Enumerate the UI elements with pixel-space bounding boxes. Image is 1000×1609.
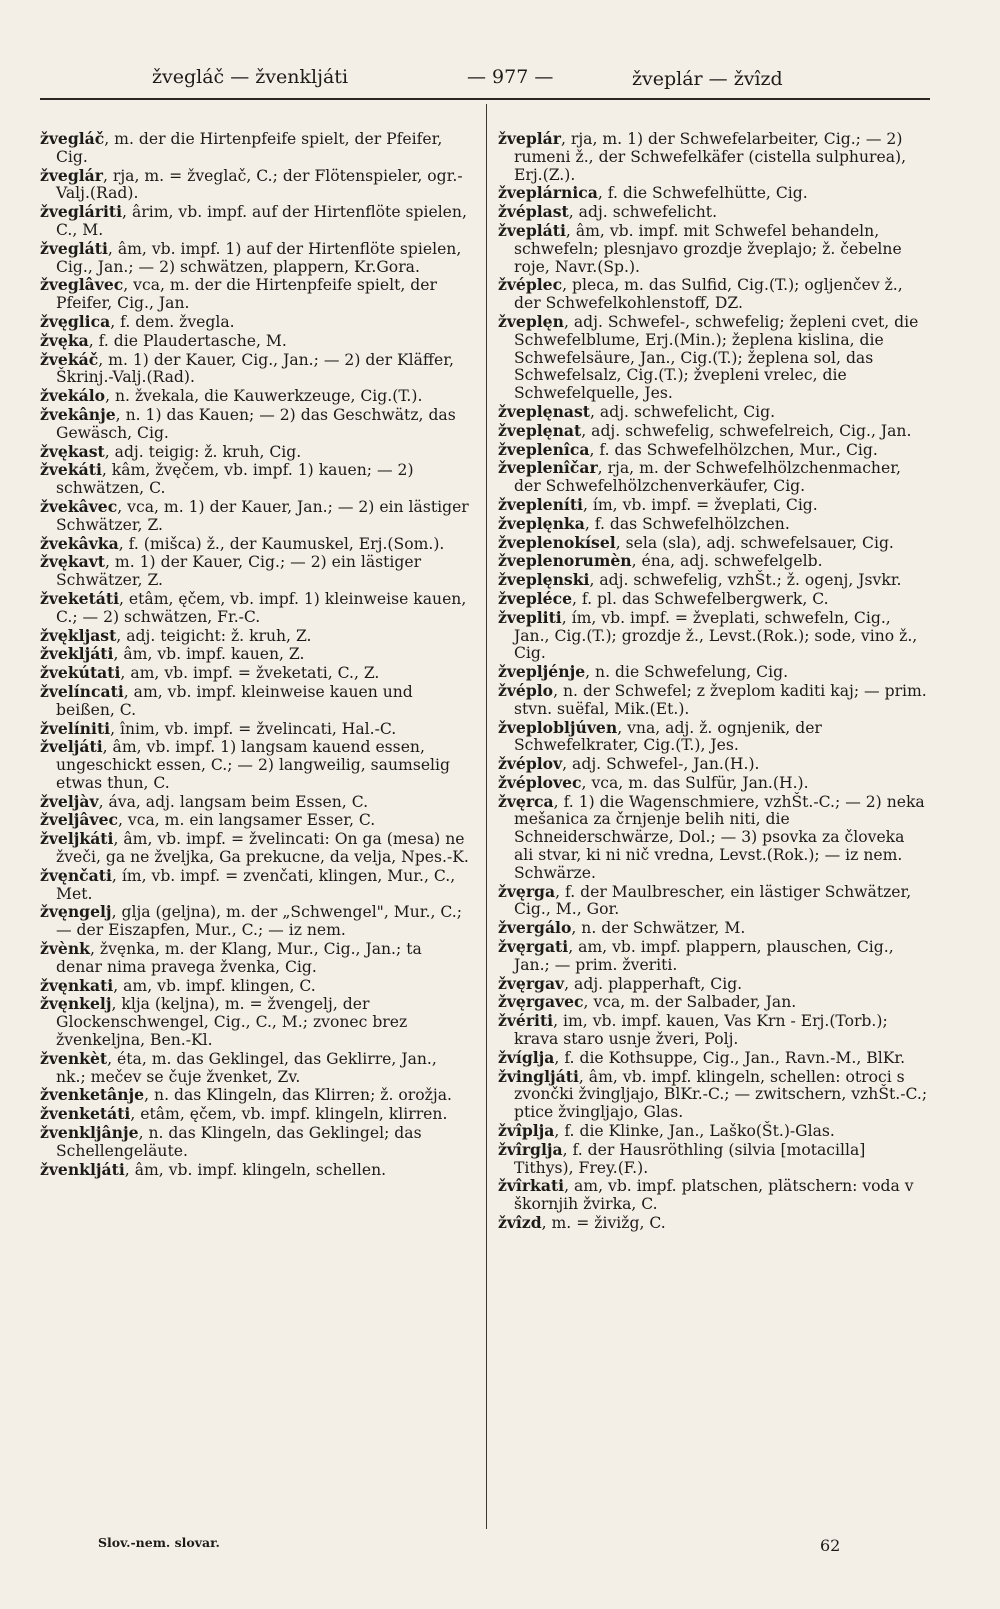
entry-headword: žvenketáti xyxy=(40,1104,131,1124)
entry-headword: žvepléce xyxy=(498,588,573,608)
entry-definition: , am, vb. impf. klingen, C. xyxy=(113,976,316,995)
dictionary-entry xyxy=(498,1214,928,1233)
entry-definition: , f. das Schwefelhölzchen. xyxy=(584,514,790,533)
entry-headword: žvęrca xyxy=(498,791,554,811)
entry-headword: žvelíncati xyxy=(40,681,124,701)
entry-definition: , kâm, žvęčem, vb. impf. 1) kauen; — 2) schwätzen, C. xyxy=(56,461,414,498)
dictionary-entry xyxy=(40,590,470,627)
dictionary-entry xyxy=(498,938,928,975)
entry-headword: žvęrgav xyxy=(498,973,565,993)
entry-definition: , f. die Klinke, Jan., Laško(Št.)-Glas. xyxy=(554,1122,835,1141)
entry-headword: žvekâvka xyxy=(40,533,119,553)
entry-headword: žvęrgavec xyxy=(498,992,584,1012)
entry-headword: žveketáti xyxy=(40,588,119,608)
dictionary-entry xyxy=(498,682,928,719)
dictionary-entry xyxy=(498,459,928,496)
entry-definition: , pleca, m. das Sulfid, Cig.(T.); ogljenčev ž., der Schwefelkohlenstoff, DZ. xyxy=(514,276,903,313)
dictionary-entry xyxy=(40,553,470,590)
dictionary-entry xyxy=(40,1161,470,1180)
entry-definition: , rja, m. der Schwefelhölzchenmacher, der Schwefelhölzchenverkäufer, Cig. xyxy=(514,459,901,496)
dictionary-entry xyxy=(498,919,928,938)
entry-headword: žvéplast xyxy=(498,202,569,222)
entry-definition: , adj. schwefelig, schwefelreich, Cig., Jan. xyxy=(581,421,912,440)
dictionary-entry xyxy=(498,719,928,756)
dictionary-entry xyxy=(40,995,470,1049)
entry-headword: žveplárnica xyxy=(498,183,598,203)
dictionary-entry xyxy=(498,515,928,534)
dictionary-entry xyxy=(498,975,928,994)
entry-headword: žvęka xyxy=(40,330,89,350)
entry-definition: , ím, vb. impf. = žveplati, schwefeln, Cig., Jan., Cig.(T.); grozdje ž., Levst.(Rok.); sode, vino ž., Cig. xyxy=(514,608,918,663)
entry-headword: žvękavt xyxy=(40,552,106,572)
dictionary-entry xyxy=(498,793,928,883)
dictionary-entry xyxy=(40,332,470,351)
dictionary-entry xyxy=(498,1177,928,1214)
entry-headword: žvîplja xyxy=(498,1121,555,1141)
entry-definition: , am, vb. impf. plappern, plauschen, Cig., Jan.; — prim. žveriti. xyxy=(514,938,894,974)
entry-definition: , rja, m. = žveglač, C.; der Flötenspieler, ogr.-Valj.(Rad). xyxy=(56,166,463,203)
entry-definition: , âm, vb. impf. klingeln, schellen. xyxy=(124,1160,387,1179)
entry-definition: , adj. Schwefel-, schwefelig; žepleni cvet, die Schwefelblume, Erj.(Min.); žeplena kislina, die Schwefelsäure, Jan., Cig.(T.); žeplena sol, das Schwefelsalz, Cig.(T.); žvepleni vrelec, die Schwefelquelle, Jes. xyxy=(514,312,919,403)
dictionary-entry xyxy=(40,535,470,554)
entry-definition: , âm, vb. impf. 1) auf der Hirtenflöte spielen, Cig., Jan.; — 2) schwätzen, plappern, Kr.Gora. xyxy=(56,239,462,276)
entry-headword: žvegláriti xyxy=(40,202,123,222)
entry-headword: žveljkáti xyxy=(40,829,114,849)
entry-definition: , f. der Hausröthling (silvia [motacilla] Tithys), Frey.(F.). xyxy=(514,1140,866,1177)
entry-definition: , im, vb. impf. kauen, Vas Krn - Erj.(Torb.); krava staro usnje žveri, Polj. xyxy=(514,1012,888,1049)
entry-headword: žvelíniti xyxy=(40,718,111,738)
entry-definition: , ím, vb. impf. = žveplati, Cig. xyxy=(582,495,818,514)
dictionary-entry xyxy=(40,830,470,867)
entry-definition: , rja, m. 1) der Schwefelarbeiter, Cig.; — 2) rumeni ž., der Schwefelkäfer (cistella sulphurea), Erj.(Z.). xyxy=(514,130,907,184)
entry-headword: žveplenorumèn xyxy=(498,551,632,571)
entry-headword: žveplár xyxy=(498,129,561,148)
entry-headword: žveplenîčar xyxy=(498,458,598,478)
entry-headword: žvęglica xyxy=(40,311,111,331)
entry-headword: žveglár xyxy=(40,165,103,185)
page-number: — 977 — xyxy=(467,66,554,88)
entry-definition: , înim, vb. impf. = žvelincati, Hal.-C. xyxy=(110,719,397,738)
page-header xyxy=(40,60,930,100)
dictionary-entry xyxy=(40,645,470,664)
dictionary-entry xyxy=(40,811,470,830)
entry-definition: , klja (keljna), m. = žvengelj, der Glockenschwengel, Cig., C., M.; zvonec brez žvenkeljna, Ben.-Kl. xyxy=(56,995,408,1050)
entry-definition: , f. die Schwefelhütte, Cig. xyxy=(597,184,808,203)
entry-definition: , žvęnka, m. der Klang, Mur., Cig., Jan.; ta denar nima pravega žvenka, Cig. xyxy=(56,940,422,976)
entry-headword: žvęngelj xyxy=(40,902,112,922)
entry-headword: žveplenokísel xyxy=(498,532,616,552)
entry-headword: žvekálo xyxy=(40,386,106,406)
dictionary-entry xyxy=(40,1050,470,1087)
dictionary-entry xyxy=(498,993,928,1012)
entry-headword: žvenkljânje xyxy=(40,1123,139,1143)
entry-headword: žvéplov xyxy=(498,754,563,774)
entry-definition: , adj. schwefelicht, Cig. xyxy=(590,402,776,421)
dictionary-entry xyxy=(498,883,928,920)
entry-definition: , f. pl. das Schwefelbergwerk, C. xyxy=(572,589,829,608)
entry-headword: žvekútati xyxy=(40,663,121,683)
entry-definition: , vca, m. ein langsamer Esser, C. xyxy=(117,811,376,830)
entry-definition: , etâm, ęčem, vb. impf. klingeln, klirren. xyxy=(130,1105,448,1124)
dictionary-entry xyxy=(498,496,928,515)
entry-definition: , ârim, vb. impf. auf der Hirtenflöte spielen, C., M. xyxy=(56,203,467,239)
entry-headword: žvekânje xyxy=(40,404,116,424)
entry-definition: , n. das Klingeln, das Klirren; ž. orožja. xyxy=(144,1086,452,1105)
entry-headword: žvęnčati xyxy=(40,865,112,885)
entry-headword: žvîzd xyxy=(498,1213,542,1233)
header-right-guide-words: žveplár — žvîzd xyxy=(632,68,783,90)
entry-definition: , adj. schwefelig, vzhŠt.; ž. ogenj, Jsvkr. xyxy=(589,571,902,590)
header-rule xyxy=(40,98,930,100)
dictionary-entry xyxy=(40,1105,470,1124)
entry-headword: žvingljáti xyxy=(498,1066,579,1086)
entry-headword: žvegláti xyxy=(40,238,108,258)
entry-definition: , f. 1) die Wagenschmiere, vzhŠt.-C.; — 2) neka mešanica za črnjenje belih niti, die Schneiderschwärze, Dol.; — 3) psovka za človeka ali stvar, ki ni nič vredna, Levst.(Rok.); — iz nem. Schwärze. xyxy=(514,792,925,882)
entry-headword: žvękast xyxy=(40,441,105,461)
entry-definition: , f. die Kothsuppe, Cig., Jan., Ravn.-M., BlKr. xyxy=(554,1048,906,1067)
entry-headword: žveplęnski xyxy=(498,570,590,590)
entry-headword: žvęnkelj xyxy=(40,994,112,1014)
dictionary-entry xyxy=(40,203,470,240)
dictionary-entry xyxy=(498,422,928,441)
dictionary-entry xyxy=(40,664,470,683)
entry-definition: , glja (geljna), m. der „Schwengel", Mur., C.; — der Eiszapfen, Mur., C.; — iz nem. xyxy=(56,903,462,940)
entry-definition: , adj. teigicht: ž. kruh, Z. xyxy=(116,626,312,645)
entry-headword: žveplobljúven xyxy=(498,717,618,737)
entry-definition: , n. 1) das Kauen; — 2) das Geschwätz, das Gewäsch, Cig. xyxy=(56,405,456,442)
dictionary-entry xyxy=(40,351,470,388)
entry-definition: , m. 1) der Kauer, Cig., Jan.; — 2) der Kläffer, Škrinj.-Valj.(Rad). xyxy=(56,350,454,387)
entry-headword: žvîrglja xyxy=(498,1139,563,1159)
entry-headword: žvęrgati xyxy=(498,937,569,957)
dictionary-entry xyxy=(498,441,928,460)
entry-headword: žvériti xyxy=(498,1011,554,1031)
dictionary-entry xyxy=(498,1012,928,1049)
dictionary-entry xyxy=(498,590,928,609)
dictionary-entry xyxy=(498,609,928,663)
dictionary-entry xyxy=(498,552,928,571)
entry-headword: žvekáč xyxy=(40,349,99,369)
dictionary-entry xyxy=(40,977,470,996)
entry-definition: , n. der Schwefel; z žveplom kaditi kaj; — prim. stvn. suëfal, Mik.(Et.). xyxy=(514,681,927,718)
dictionary-entry xyxy=(40,443,470,462)
entry-headword: žveljàv xyxy=(40,791,99,811)
entry-definition: , adj. Schwefel-, Jan.(H.). xyxy=(562,755,760,774)
dictionary-entry xyxy=(40,940,470,977)
entry-definition: , vca, m. der die Hirtenpfeife spielt, der Pfeifer, Cig., Jan. xyxy=(56,276,437,313)
entry-definition: , f. der Maulbrescher, ein lästiger Schwätzer, Cig., M., Gor. xyxy=(514,882,912,919)
entry-headword: žvegláč xyxy=(40,129,105,148)
entry-definition: , vca, m. der Salbader, Jan. xyxy=(583,993,797,1012)
right-column xyxy=(498,130,928,1233)
dictionary-entry xyxy=(40,1124,470,1161)
entry-definition: , âm, vb. impf. kauen, Z. xyxy=(113,645,305,664)
entry-definition: , éta, m. das Geklingel, das Geklirre, Jan., nk.; mečev se čuje žvenket, Zv. xyxy=(56,1049,437,1086)
dictionary-entry xyxy=(40,406,470,443)
dictionary-entry xyxy=(498,755,928,774)
entry-headword: žvergálo xyxy=(498,918,572,938)
dictionary-entry xyxy=(40,167,470,204)
dictionary-entry xyxy=(40,130,470,167)
entry-definition: , f. (mišca) ž., der Kaumuskel, Erj.(Som.). xyxy=(118,534,445,553)
entry-definition: , vca, m. das Sulfür, Jan.(H.). xyxy=(581,773,809,792)
entry-definition: , n. žvekala, die Kauwerkzeuge, Cig.(T.). xyxy=(105,387,423,406)
entry-headword: žvíglja xyxy=(498,1047,555,1067)
entry-headword: žvéplo xyxy=(498,680,554,700)
dictionary-entry xyxy=(498,1141,928,1178)
left-column xyxy=(40,130,470,1179)
entry-headword: žvènk xyxy=(40,939,90,959)
entry-definition: , n. das Klingeln, das Geklingel; das Schellengeläute. xyxy=(56,1124,422,1160)
entry-headword: žveplęnka xyxy=(498,513,585,533)
entry-definition: , f. das Schwefelhölzchen, Mur., Cig. xyxy=(589,440,878,459)
dictionary-entry xyxy=(40,313,470,332)
entry-definition: , am, vb. impf. = žveketati, C., Z. xyxy=(120,664,380,683)
entry-definition: , n. der Schwätzer, M. xyxy=(571,919,746,938)
dictionary-entry xyxy=(40,738,470,792)
dictionary-entry xyxy=(40,276,470,313)
entry-definition: , sela (sla), adj. schwefelsauer, Cig. xyxy=(615,533,894,552)
entry-definition: , vca, m. 1) der Kauer, Jan.; — 2) ein lästiger Schwätzer, Z. xyxy=(56,497,469,534)
entry-definition: , f. die Plaudertasche, M. xyxy=(88,331,287,350)
entry-headword: žveplęnast xyxy=(498,401,591,421)
entry-headword: žvekáti xyxy=(40,460,102,480)
entry-definition: , am, vb. impf. kleinweise kauen und beißen, C. xyxy=(56,682,413,719)
dictionary-entry xyxy=(40,387,470,406)
entry-definition: , âm, vb. impf. = žvelincati: On ga (mesa) ne žveči, ga ne žveljka, Ga prekucne, da velja, Npes.-K. xyxy=(56,830,469,867)
entry-definition: , âm, vb. impf. klingeln, schellen: otroci s zvončki žvingljajo, BlKr.-C.; — zwitschern, vzhŠt.-C.; ptice žvingljajo, Glas. xyxy=(514,1067,928,1122)
dictionary-entry xyxy=(498,313,928,403)
dictionary-entry xyxy=(40,1086,470,1105)
entry-headword: žveljáti xyxy=(40,737,103,757)
entry-definition: , éna, adj. schwefelgelb. xyxy=(631,552,823,571)
entry-headword: žvękljast xyxy=(40,625,117,645)
entry-headword: žvęnkati xyxy=(40,975,114,995)
entry-definition: , n. die Schwefelung, Cig. xyxy=(585,663,789,682)
dictionary-entry xyxy=(40,498,470,535)
dictionary-entry xyxy=(498,1122,928,1141)
dictionary-entry xyxy=(498,1068,928,1122)
dictionary-entry xyxy=(498,203,928,222)
entry-headword: žvepláti xyxy=(498,220,566,240)
footer-source: Slov.-nem. slovar. xyxy=(98,1535,220,1550)
dictionary-entry xyxy=(498,222,928,276)
entry-headword: žvekljáti xyxy=(40,644,114,664)
entry-definition: , adj. teigig: ž. kruh, Cig. xyxy=(104,442,302,461)
entry-definition: , adj. plapperhaft, Cig. xyxy=(564,974,743,993)
entry-headword: žvepleníti xyxy=(498,494,583,514)
entry-definition: , vna, adj. ž. ognjenik, der Schwefelkrater, Cig.(T.), Jes. xyxy=(514,718,822,755)
dictionary-entry xyxy=(40,903,470,940)
dictionary-entry xyxy=(40,627,470,646)
entry-definition: , âm, vb. impf. mit Schwefel behandeln, schwefeln; plesnjavo grozdje žveplajo; ž. čebelne roje, Navr.(Sp.). xyxy=(514,221,902,276)
dictionary-entry xyxy=(498,276,928,313)
entry-definition: , f. dem. žvegla. xyxy=(110,312,235,331)
entry-definition: , adj. schwefelicht. xyxy=(568,203,718,222)
entry-headword: žveljâvec xyxy=(40,810,118,830)
dictionary-entry xyxy=(498,1049,928,1068)
dictionary-entry xyxy=(498,663,928,682)
entry-headword: žveplęnat xyxy=(498,420,582,440)
entry-headword: žvéplec xyxy=(498,275,563,295)
column-divider xyxy=(486,104,487,1529)
entry-headword: žvenkèt xyxy=(40,1048,108,1068)
entry-headword: žvekâvec xyxy=(40,496,118,516)
entry-definition: , m. 1) der Kauer, Cig.; — 2) ein lästiger Schwätzer, Z. xyxy=(56,553,422,590)
dictionary-entry xyxy=(498,571,928,590)
entry-headword: žveglâvec xyxy=(40,275,124,295)
dictionary-entry xyxy=(498,534,928,553)
dictionary-entry xyxy=(40,240,470,277)
dictionary-entry xyxy=(40,793,470,812)
entry-definition: , m. = živižg, C. xyxy=(541,1214,666,1233)
signature-mark: 62 xyxy=(820,1536,841,1555)
entry-definition: , âm, vb. impf. 1) langsam kauend essen, ungeschickt essen, C.; — 2) langweilig, saumselig etwas thun, C. xyxy=(56,738,451,792)
entry-headword: žvepljénje xyxy=(498,662,586,682)
entry-headword: žvenketânje xyxy=(40,1085,145,1105)
entry-definition: , am, vb. impf. platschen, plätschern: voda v škornjih žvirka, C. xyxy=(514,1177,914,1214)
dictionary-entry xyxy=(40,683,470,720)
entry-headword: žvęrga xyxy=(498,881,556,901)
entry-definition: , m. der die Hirtenpfeife spielt, der Pfeifer, Cig. xyxy=(56,130,443,166)
dictionary-entry xyxy=(40,867,470,904)
entry-headword: žvéplovec xyxy=(498,772,582,792)
entry-definition: , áva, adj. langsam beim Essen, C. xyxy=(98,792,369,811)
dictionary-entry xyxy=(498,184,928,203)
entry-definition: , ím, vb. impf. = zvenčati, klingen, Mur., C., Met. xyxy=(56,866,456,903)
dictionary-entry xyxy=(40,720,470,739)
entry-headword: žvîrkati xyxy=(498,1176,565,1196)
dictionary-entry xyxy=(40,461,470,498)
entry-headword: žveplęn xyxy=(498,311,564,331)
entry-headword: žveplenîca xyxy=(498,439,590,459)
header-left-guide-words: žvegláč — žvenkljáti xyxy=(152,66,349,88)
dictionary-entry xyxy=(498,774,928,793)
entry-headword: žvepliti xyxy=(498,607,562,627)
entry-headword: žvenkljáti xyxy=(40,1159,125,1179)
entry-definition: , etâm, ęčem, vb. impf. 1) kleinweise kauen, C.; — 2) schwätzen, Fr.-C. xyxy=(56,589,467,626)
dictionary-entry xyxy=(498,130,928,184)
dictionary-entry xyxy=(498,403,928,422)
